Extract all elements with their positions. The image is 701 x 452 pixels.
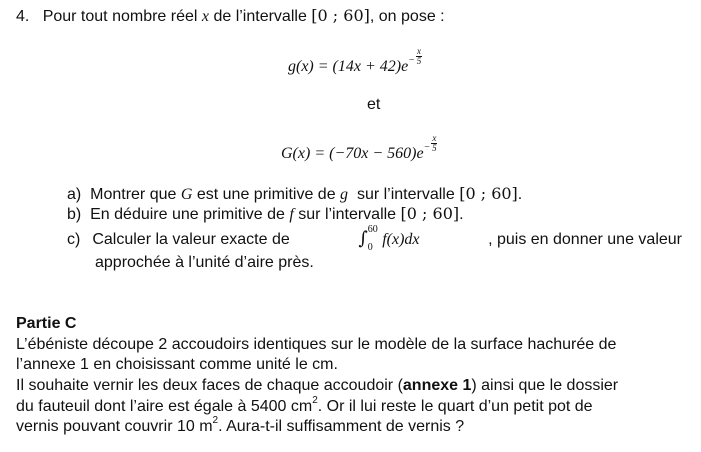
item-a-text-3: sur l’intervalle — [356, 186, 455, 203]
p2-line1-a: Il souhaite vernir les deux faces de chaque accoudoir ( — [16, 377, 403, 394]
item-a-end: . — [517, 186, 523, 203]
g-exponent-fraction — [416, 47, 422, 66]
p2-line2-b: . Or il lui reste le quart d’un petit pot de — [317, 398, 593, 415]
G-exponent-num: x — [432, 133, 437, 143]
integral-sign: ∫ — [358, 228, 368, 249]
item-c-label: c) — [67, 231, 81, 248]
g-exponent-den: 5 — [416, 56, 422, 66]
p2-line3-a: vernis pouvant couvrir 10 m — [16, 418, 213, 435]
G-formula-body: G(x) = (−70x − 560)e — [281, 145, 424, 162]
g-formula — [288, 46, 422, 79]
item-c-text-2: , puis en donner une valeur — [488, 231, 682, 248]
g-exponent-sign: − — [408, 55, 415, 66]
G-formula — [281, 133, 437, 166]
G-exponent-sign: − — [423, 142, 431, 153]
integral-limits — [368, 225, 378, 253]
item-b-text: En déduire une primitive de — [90, 206, 285, 223]
question-number: 4. — [16, 8, 30, 25]
integral — [358, 224, 420, 257]
var-G: G — [180, 186, 193, 203]
item-a-interval: [0 ; 60] — [459, 184, 518, 203]
p2-line2-sup: 2 — [312, 395, 318, 406]
variable-x: x — [201, 8, 209, 25]
item-a-text-2: est une primitive de — [196, 186, 336, 203]
intro-text-2: de l’intervalle — [213, 8, 307, 25]
question-4-intro — [16, 6, 445, 27]
partie-c-p1-line2: l’annexe 1 en choisissant comme unité le cm. — [16, 356, 338, 373]
item-a-label: a) — [67, 186, 82, 203]
partie-c-title-text: Partie C — [16, 315, 77, 332]
item-b-label: b) — [67, 206, 82, 223]
integrand: f(x)dx — [382, 231, 420, 248]
item-a — [67, 184, 522, 205]
var-f: f — [289, 206, 294, 223]
item-b — [67, 204, 464, 225]
partie-c-p2-line3 — [16, 417, 464, 439]
interval: [0 ; 60] — [311, 6, 370, 25]
p2-line1-c: ) ainsi que le dossier — [471, 377, 619, 394]
item-a-text: Montrer que — [90, 186, 177, 203]
partie-c-p2-line1 — [16, 376, 618, 396]
intro-text-3: , on pose : — [369, 8, 445, 25]
conjunction-et: et — [367, 96, 381, 113]
item-b-end: . — [459, 206, 464, 223]
item-c-text-1: Calculer la valeur exacte de — [92, 231, 290, 248]
p2-line3-b: . Aura-t-il suffisamment de vernis ? — [218, 418, 465, 435]
partie-c-p2-line2 — [16, 397, 593, 419]
partie-c-p1-line1 — [16, 335, 682, 355]
g-exponent-num: x — [416, 46, 421, 56]
g-formula-body: g(x) = (14x + 42)e — [288, 58, 409, 75]
integral-lower: 0 — [367, 242, 373, 253]
partie-c-title — [16, 314, 76, 334]
item-c-line-2: approchée à l’unité d’aire près. — [95, 254, 314, 271]
integral-upper: 60 — [367, 224, 378, 235]
var-g: g — [340, 186, 349, 203]
G-exponent-den: 5 — [432, 143, 437, 153]
p2-line2-a: du fauteuil dont l’aire est égale à 5400 cm — [16, 398, 313, 415]
annexe-reference: annexe 1 — [402, 377, 472, 394]
p2-line3-sup: 2 — [212, 415, 219, 426]
item-b-text-2: sur l’intervalle — [298, 206, 397, 223]
G-exponent-fraction — [431, 134, 437, 153]
intro-text: Pour tout nombre réel — [42, 8, 198, 25]
p1-line1-text: L’ébéniste découpe 2 accoudoirs identiques sur le modèle de la surface hachurée de — [16, 336, 617, 353]
item-b-interval: [0 ; 60] — [400, 204, 460, 223]
